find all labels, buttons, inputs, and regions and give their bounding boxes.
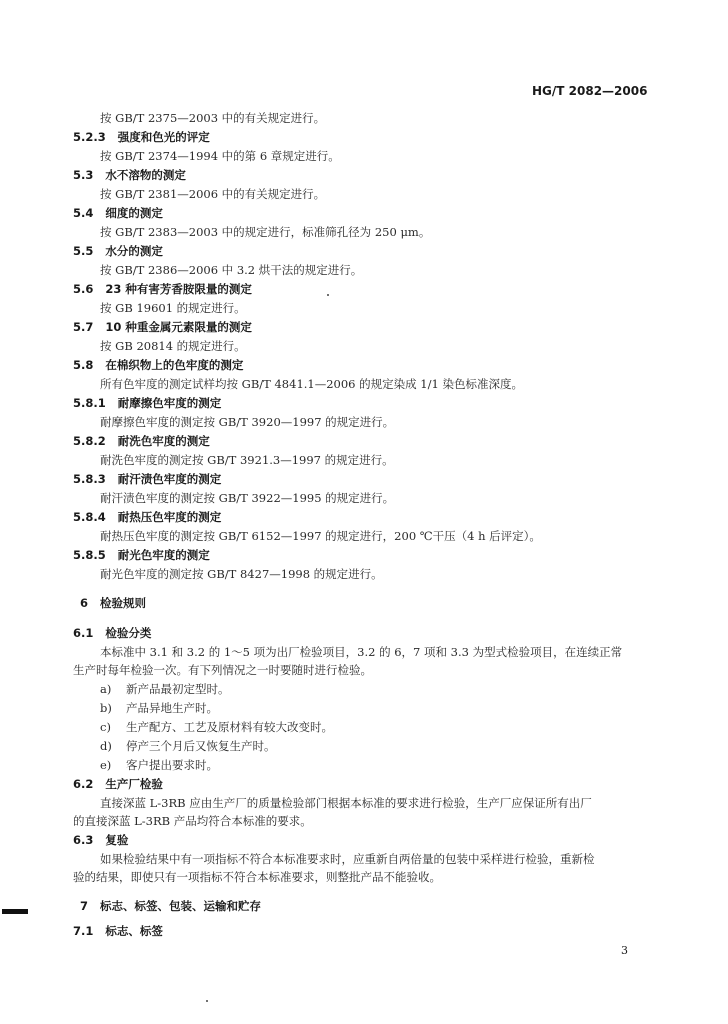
section-heading: [73, 548, 210, 562]
section-heading: [73, 510, 221, 524]
section-heading: [73, 626, 151, 640]
section-heading: [73, 358, 243, 372]
section-title: 耐摩擦色牢度的测定: [117, 396, 222, 410]
text-line: 耐热压色牢度的测定按 GB/T 6152—1997 的规定进行，200 ℃干压（4 h 后评定）。: [100, 529, 541, 543]
text-line: 按 GB/T 2375—2003 中的有关规定进行。: [100, 111, 326, 125]
section-title: 耐洗色牢度的测定: [117, 434, 210, 448]
text-line: 耐摩擦色牢度的测定按 GB/T 3920—1997 的规定进行。: [100, 415, 395, 429]
text-line: 所有色牢度的测定试样均按 GB/T 4841.1—2006 的规定染成 1/1 染色标准深度。: [100, 377, 523, 391]
list-marker: a): [100, 682, 112, 696]
list-item: [100, 682, 230, 696]
scan-mark: [2, 909, 28, 914]
section-title: 复验: [105, 833, 129, 847]
list-marker: c): [100, 720, 111, 734]
chapter-title: 检验规则: [100, 596, 147, 610]
section-title: 检验分类: [105, 626, 152, 640]
section-title: 耐热压色牢度的测定: [117, 510, 222, 524]
section-number: 5.4: [73, 206, 94, 220]
section-number: 5.8.5: [73, 548, 106, 562]
list-item: [100, 720, 333, 734]
section-number: 5.5: [73, 244, 94, 258]
chapter-number: 7: [80, 899, 89, 913]
text-line: 本标准中 3.1 和 3.2 的 1～5 项为出厂检验项目，3.2 的 6，7 项和 3.3 为型式检验项目，在连续正常: [100, 645, 623, 659]
list-text: 新产品最初定型时。: [126, 682, 230, 696]
section-heading: [73, 282, 252, 296]
section-heading: [73, 244, 163, 258]
section-heading: [73, 320, 252, 334]
section-heading: [73, 396, 221, 410]
text-line: 耐光色牢度的测定按 GB/T 8427—1998 的规定进行。: [100, 567, 383, 581]
list-marker: b): [100, 701, 112, 715]
chapter-number: 6: [80, 596, 89, 610]
section-title: 耐光色牢度的测定: [117, 548, 210, 562]
list-marker: d): [100, 739, 112, 753]
list-text: 停产三个月后又恢复生产时。: [126, 739, 276, 753]
chapter-heading: [80, 596, 146, 610]
list-item: [100, 739, 276, 753]
scan-speck: [206, 1000, 208, 1002]
section-number: 5.3: [73, 168, 94, 182]
section-heading: [73, 472, 221, 486]
text-line: 耐洗色牢度的测定按 GB/T 3921.3—1997 的规定进行。: [100, 453, 394, 467]
section-heading: [73, 168, 186, 182]
section-title: 水不溶物的测定: [105, 168, 186, 182]
text-line: 按 GB/T 2383—2003 中的规定进行，标准筛孔径为 250 μm。: [100, 225, 431, 239]
section-title: 10 种重金属元素限量的测定: [105, 320, 252, 334]
text-line: 按 GB/T 2386—2006 中 3.2 烘干法的规定进行。: [100, 263, 363, 277]
section-title: 耐汗渍色牢度的测定: [117, 472, 222, 486]
text-line: 的直接深蓝 L-3RB 产品均符合本标准的要求。: [73, 814, 312, 828]
list-text: 产品异地生产时。: [126, 701, 218, 715]
section-number: 5.7: [73, 320, 94, 334]
section-number: 5.8: [73, 358, 94, 372]
section-number: 6.2: [73, 777, 94, 791]
list-text: 客户提出要求时。: [126, 758, 218, 772]
text-line: 按 GB 19601 的规定进行。: [100, 301, 246, 315]
chapter-heading: [80, 899, 261, 913]
text-line: 按 GB 20814 的规定进行。: [100, 339, 246, 353]
section-number: 7.1: [73, 924, 94, 938]
section-title: 生产厂检验: [105, 777, 163, 791]
chapter-title: 标志、标签、包装、运输和贮存: [100, 899, 262, 913]
list-item: [100, 701, 218, 715]
section-number: 5.8.3: [73, 472, 106, 486]
list-text: 生产配方、工艺及原材料有较大改变时。: [126, 720, 333, 734]
section-title: 细度的测定: [105, 206, 163, 220]
section-number: 5.8.2: [73, 434, 106, 448]
section-heading: [73, 434, 210, 448]
list-item: [100, 758, 218, 772]
section-title: 标志、标签: [105, 924, 163, 938]
standard-number: HG/T 2082—2006: [532, 84, 648, 98]
section-title: 在棉织物上的色牢度的测定: [105, 358, 244, 372]
text-line: 按 GB/T 2381—2006 中的有关规定进行。: [100, 187, 326, 201]
section-heading: [73, 130, 210, 144]
scan-speck: [327, 294, 329, 296]
text-line: 验的结果，即使只有一项指标不符合本标准要求，则整批产品不能验收。: [73, 870, 441, 884]
section-number: 5.2.3: [73, 130, 106, 144]
section-title: 水分的测定: [105, 244, 163, 258]
section-heading: [73, 924, 163, 938]
section-heading: [73, 206, 163, 220]
section-number: 6.1: [73, 626, 94, 640]
text-line: 按 GB/T 2374—1994 中的第 6 章规定进行。: [100, 149, 340, 163]
page-number: 3: [621, 944, 628, 957]
section-title: 强度和色光的评定: [117, 130, 210, 144]
list-marker: e): [100, 758, 112, 772]
section-number: 5.6: [73, 282, 94, 296]
text-line: 生产时每年检验一次。有下列情况之一时要随时进行检验。: [73, 663, 372, 677]
text-line: 直接深蓝 L-3RB 应由生产厂的质量检验部门根据本标准的要求进行检验，生产厂应保证所有出厂: [100, 796, 592, 810]
section-heading: [73, 833, 128, 847]
section-heading: [73, 777, 163, 791]
section-number: 5.8.4: [73, 510, 106, 524]
text-line: 耐汗渍色牢度的测定按 GB/T 3922—1995 的规定进行。: [100, 491, 395, 505]
section-number: 5.8.1: [73, 396, 106, 410]
section-number: 6.3: [73, 833, 94, 847]
section-title: 23 种有害芳香胺限量的测定: [105, 282, 252, 296]
text-line: 如果检验结果中有一项指标不符合本标准要求时，应重新自两倍量的包装中采样进行检验，重新检: [100, 852, 595, 866]
